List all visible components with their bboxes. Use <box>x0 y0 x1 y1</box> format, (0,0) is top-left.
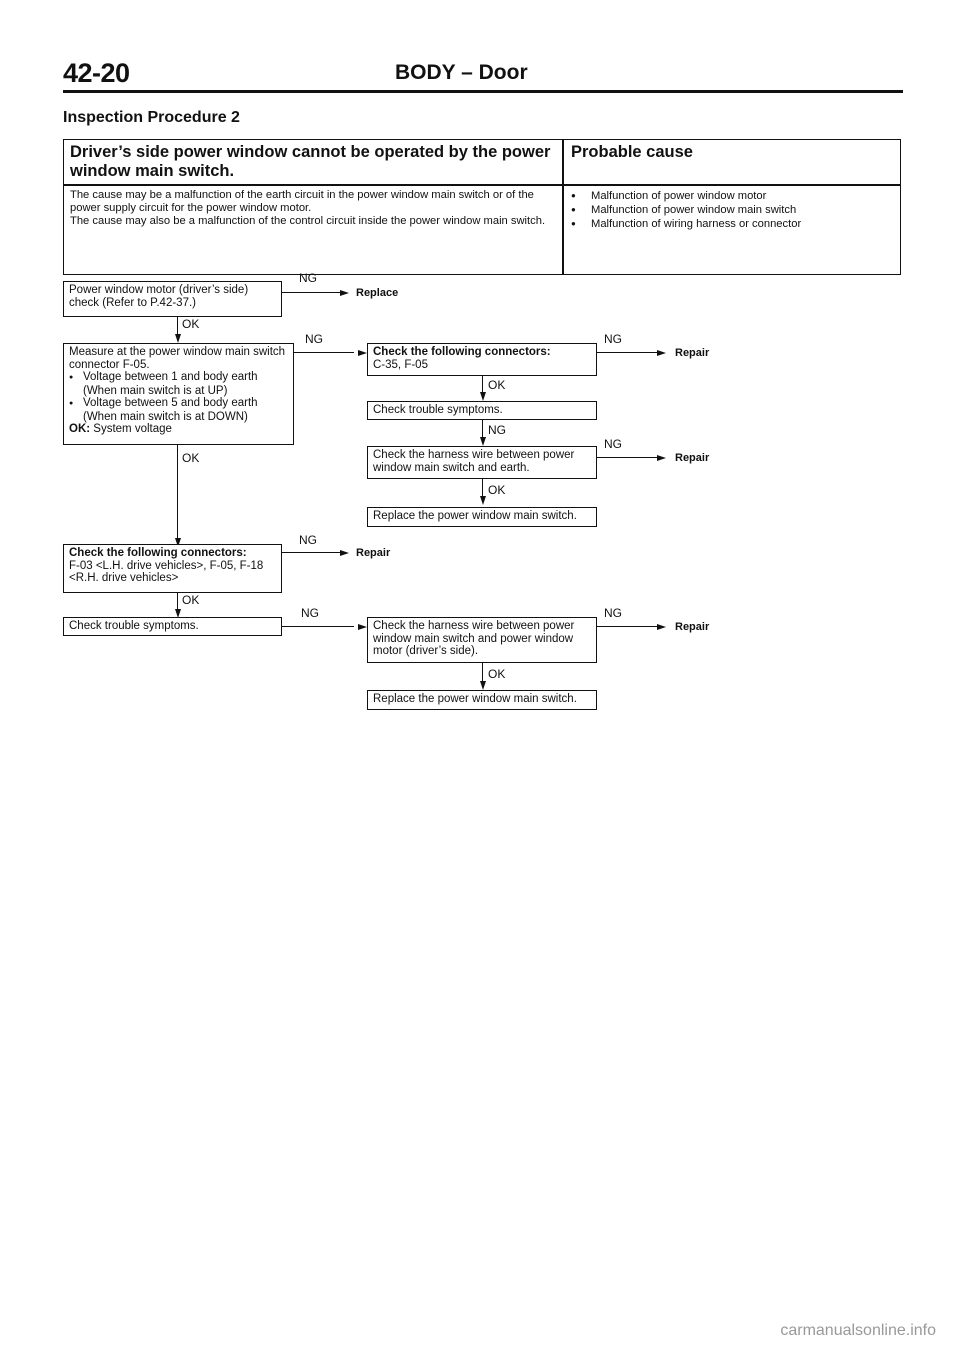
check-symptoms-text: Check trouble symptoms. <box>69 620 199 632</box>
step-motor-check-text: Power window motor (driver’s side) check (Refer to P.42-37.) <box>69 284 249 309</box>
check-connectors-body: F-03 <L.H. drive vehicles>, F-05, F-18 <R.H. drive vehicles> <box>69 559 264 584</box>
action-repair: Repair <box>675 347 710 359</box>
section-title: BODY – Door <box>395 61 528 84</box>
arrow-right-icon <box>657 624 666 630</box>
watermark: carmanualsonline.info <box>780 1322 936 1339</box>
ng-label: NG <box>299 533 317 547</box>
step-voltage-intro: Measure at the power window main switch connector F-05. <box>69 346 286 371</box>
symptom-description-1: The cause may be a malfunction of the earth circuit in the power window main switch or of the power supply circuit for the power window motor. <box>70 189 534 214</box>
ok-spec-value: System voltage <box>93 423 172 435</box>
step-check-symptoms-left <box>63 617 282 636</box>
check-symptoms-text: Check trouble symptoms. <box>373 404 503 416</box>
page-number: 42-20 <box>63 58 130 88</box>
arrow-down-icon <box>480 496 486 505</box>
step-replace-switch <box>367 507 597 527</box>
action-repair: Repair <box>356 547 391 559</box>
ok-spec-label: OK: <box>69 423 91 435</box>
ng-label: NG <box>305 332 323 346</box>
ng-label: NG <box>604 332 622 346</box>
connector-line <box>282 292 342 293</box>
replace-switch-text: Replace the power window main switch. <box>373 510 577 522</box>
action-replace: Replace <box>356 287 399 299</box>
arrow-right-icon <box>340 550 349 556</box>
arrow-right-icon <box>340 290 349 296</box>
connector-line <box>597 457 658 458</box>
ok-label: OK <box>488 378 506 392</box>
probable-cause-list <box>571 189 891 231</box>
probable-cause-title: Probable cause <box>571 143 693 161</box>
header-rule <box>63 90 903 93</box>
symptom-table <box>63 139 901 275</box>
step-harness-earth <box>367 446 597 479</box>
connector-line <box>597 352 658 353</box>
voltage-item: ● Voltage between 5 and body earth (When main switch is at DOWN) <box>69 397 288 423</box>
procedure-title: Inspection Procedure 2 <box>63 109 240 126</box>
ng-label: NG <box>604 437 622 451</box>
table-divider-vertical <box>562 140 564 274</box>
symptom-description <box>70 189 558 228</box>
step-check-symptoms-right <box>367 401 597 420</box>
arrow-down-icon <box>175 334 181 343</box>
ng-label: NG <box>604 606 622 620</box>
ng-label: NG <box>301 606 319 620</box>
connector-line <box>177 445 178 541</box>
step-harness-motor <box>367 617 597 663</box>
connector-line <box>282 552 342 553</box>
arrow-right-icon <box>657 455 666 461</box>
step-motor-check <box>63 281 282 317</box>
action-repair: Repair <box>675 452 710 464</box>
arrow-right-icon <box>358 624 367 630</box>
ok-label: OK <box>182 593 200 607</box>
connector-line <box>597 626 658 627</box>
symptom-title: Driver’s side power window cannot be operated by the power window main switch. <box>70 143 551 180</box>
step-check-connectors-left <box>63 544 282 593</box>
cause-item: ● Malfunction of power window motor <box>571 189 891 203</box>
symptom-description-2: The cause may also be a malfunction of the control circuit inside the power window main switch. <box>70 215 546 227</box>
arrow-right-icon <box>358 350 367 356</box>
check-connectors-title: Check the following connectors: <box>69 547 247 559</box>
arrow-down-icon <box>480 392 486 401</box>
ok-label: OK <box>488 667 506 681</box>
ng-label: NG <box>299 271 317 285</box>
cause-item: ● Malfunction of wiring harness or connector <box>571 217 891 231</box>
voltage-list <box>69 371 288 423</box>
check-connectors-body: C-35, F-05 <box>373 358 428 371</box>
harness-motor-text: Check the harness wire between power window main switch and power window motor (driver’s side). <box>373 620 575 657</box>
ok-label: OK <box>182 317 200 331</box>
cause-item: ● Malfunction of power window main switch <box>571 203 891 217</box>
arrow-down-icon <box>480 681 486 690</box>
arrow-right-icon <box>657 350 666 356</box>
voltage-item: ● Voltage between 1 and body earth (When main switch is at UP) <box>69 371 288 397</box>
step-check-connectors-right <box>367 343 597 376</box>
table-divider-horizontal <box>64 184 900 186</box>
replace-switch-text: Replace the power window main switch. <box>373 693 577 705</box>
voltage-ok-spec <box>69 423 288 436</box>
action-repair: Repair <box>675 621 710 633</box>
ng-label: NG <box>488 423 506 437</box>
arrow-down-icon <box>480 437 486 446</box>
step-replace-switch <box>367 690 597 710</box>
connector-line <box>282 626 354 627</box>
check-connectors-title: Check the following connectors: <box>373 346 551 358</box>
step-voltage-measure <box>63 343 294 445</box>
ok-label: OK <box>488 483 506 497</box>
harness-earth-text: Check the harness wire between power window main switch and earth. <box>373 449 575 474</box>
ok-label: OK <box>182 451 200 465</box>
connector-line <box>294 352 354 353</box>
